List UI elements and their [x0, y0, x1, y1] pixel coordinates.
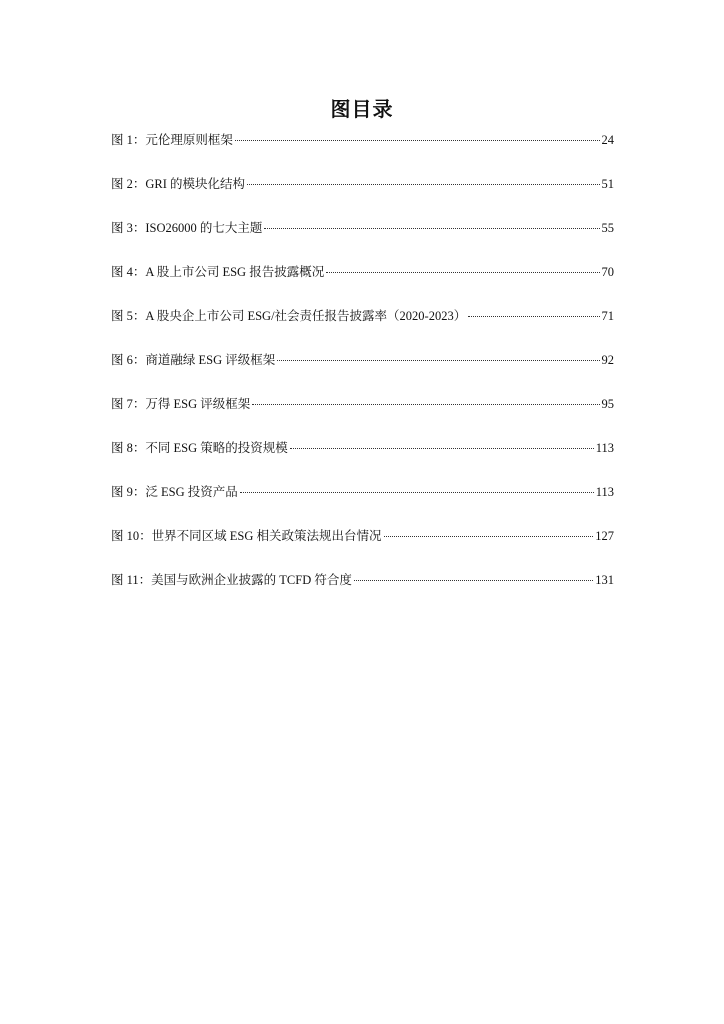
toc-entry-2[interactable] — [111, 174, 614, 218]
toc-entry-page: 113 — [595, 485, 614, 499]
dot-leader — [235, 140, 600, 141]
toc-entry-page: 113 — [595, 441, 614, 455]
toc-entry-label: 图 11：美国与欧洲企业披露的 TCFD 符合度 — [111, 573, 352, 587]
dot-leader — [290, 448, 594, 449]
toc-entry-page: 92 — [601, 353, 614, 367]
dot-leader — [384, 536, 594, 537]
dot-leader — [468, 316, 599, 317]
toc-entry-1[interactable] — [111, 130, 614, 174]
toc-entry-9[interactable] — [111, 482, 614, 526]
toc-entry-5[interactable] — [111, 306, 614, 350]
toc-entry-label: 图 7：万得 ESG 评级框架 — [111, 397, 251, 411]
dot-leader — [354, 580, 593, 581]
toc-entry-page: 24 — [601, 133, 614, 147]
toc-entry-label: 图 10：世界不同区域 ESG 相关政策法规出台情况 — [111, 529, 382, 543]
dot-leader — [247, 184, 599, 185]
dot-leader — [326, 272, 599, 273]
page-title: 图目录 — [330, 97, 394, 121]
dot-leader — [252, 404, 599, 405]
toc-entry-10[interactable] — [111, 526, 614, 570]
figure-list — [111, 130, 614, 614]
toc-entry-label: 图 5：A 股央企上市公司 ESG/社会责任报告披露率（2020-2023） — [111, 309, 467, 323]
toc-entry-page: 55 — [601, 221, 614, 235]
toc-entry-7[interactable] — [111, 394, 614, 438]
toc-entry-label: 图 3：ISO26000 的七大主题 — [111, 221, 263, 235]
toc-entry-page: 127 — [595, 529, 614, 543]
toc-entry-8[interactable] — [111, 438, 614, 482]
toc-entry-page: 131 — [595, 573, 614, 587]
toc-entry-label: 图 4：A 股上市公司 ESG 报告披露概况 — [111, 265, 325, 279]
dot-leader — [264, 228, 599, 229]
toc-entry-4[interactable] — [111, 262, 614, 306]
toc-entry-label: 图 6：商道融绿 ESG 评级框架 — [111, 353, 276, 367]
toc-entry-page: 51 — [601, 177, 614, 191]
dot-leader — [240, 492, 594, 493]
toc-entry-6[interactable] — [111, 350, 614, 394]
toc-entry-label: 图 8：不同 ESG 策略的投资规模 — [111, 441, 288, 455]
toc-entry-3[interactable] — [111, 218, 614, 262]
toc-entry-page: 71 — [601, 309, 614, 323]
toc-entry-page: 70 — [601, 265, 614, 279]
toc-entry-label: 图 1：元伦理原则框架 — [111, 133, 233, 147]
toc-entry-label: 图 2：GRI 的模块化结构 — [111, 177, 246, 191]
toc-entry-11[interactable] — [111, 570, 614, 614]
dot-leader — [277, 360, 599, 361]
toc-entry-page: 95 — [601, 397, 614, 411]
toc-entry-label: 图 9：泛 ESG 投资产品 — [111, 485, 238, 499]
